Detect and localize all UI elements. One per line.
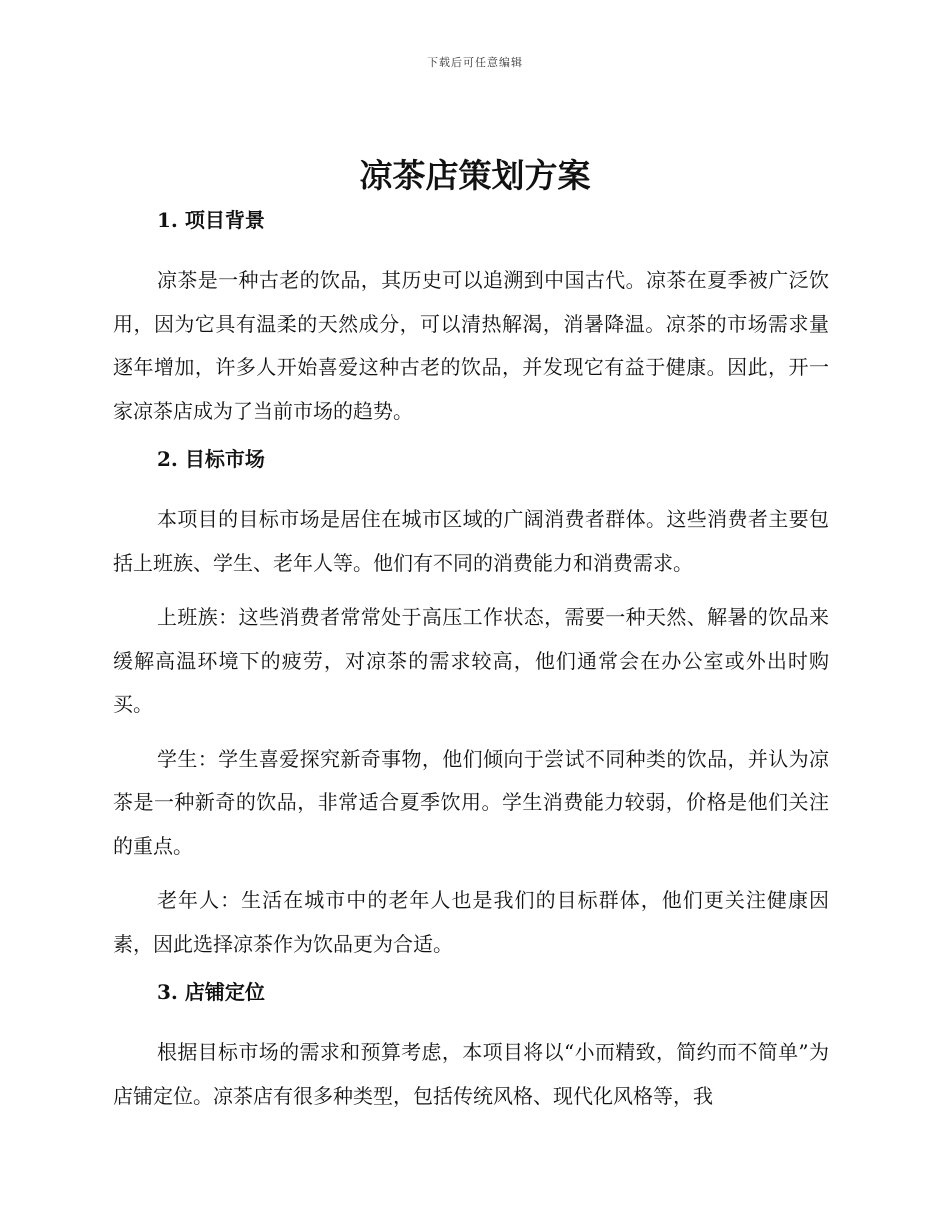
section-project-background	[113, 205, 829, 433]
document-body	[113, 205, 829, 1129]
paragraph: 凉茶是一种古老的饮品，其历史可以追溯到中国古代。凉茶在夏季被广泛饮用，因为它具有温柔的天然成分，可以清热解渴，消暑降温。凉茶的市场需求量逐年增加，许多人开始喜爱这种古老的饮品，并发现它有益于健康。因此，开一家凉茶店成为了当前市场的趋势。	[113, 268, 829, 423]
section-heading: 1. 项目背景	[157, 208, 265, 232]
paragraph: 上班族：这些消费者常常处于高压工作状态，需要一种天然、解暑的饮品来缓解高温环境下的疲劳，对凉茶的需求较高，他们通常会在办公室或外出时购买。	[113, 605, 829, 716]
section-store-positioning	[113, 977, 829, 1118]
paragraph: 根据目标市场的需求和预算考虑，本项目将以“小而精致，简约而不简单”为店铺定位。凉茶店有很多种类型，包括传统风格、现代化风格等，我	[113, 1040, 829, 1108]
header-note: 下载后可任意编辑	[427, 56, 523, 69]
paragraph: 本项目的目标市场是居住在城市区域的广阔消费者群体。这些消费者主要包括上班族、学生、老年人等。他们有不同的消费能力和消费需求。	[113, 507, 829, 575]
document-title: 凉茶店策划方案	[359, 156, 591, 195]
section-heading: 3. 店铺定位	[157, 980, 265, 1004]
paragraph: 学生：学生喜爱探究新奇事物，他们倾向于尝试不同种类的饮品，并认为凉茶是一种新奇的饮品，非常适合夏季饮用。学生消费能力较弱，价格是他们关注的重点。	[113, 746, 829, 858]
section-target-market	[113, 444, 829, 966]
paragraph: 老年人：生活在城市中的老年人也是我们的目标群体，他们更关注健康因素，因此选择凉茶作为饮品更为合适。	[113, 888, 829, 956]
section-heading: 2. 目标市场	[157, 447, 265, 471]
